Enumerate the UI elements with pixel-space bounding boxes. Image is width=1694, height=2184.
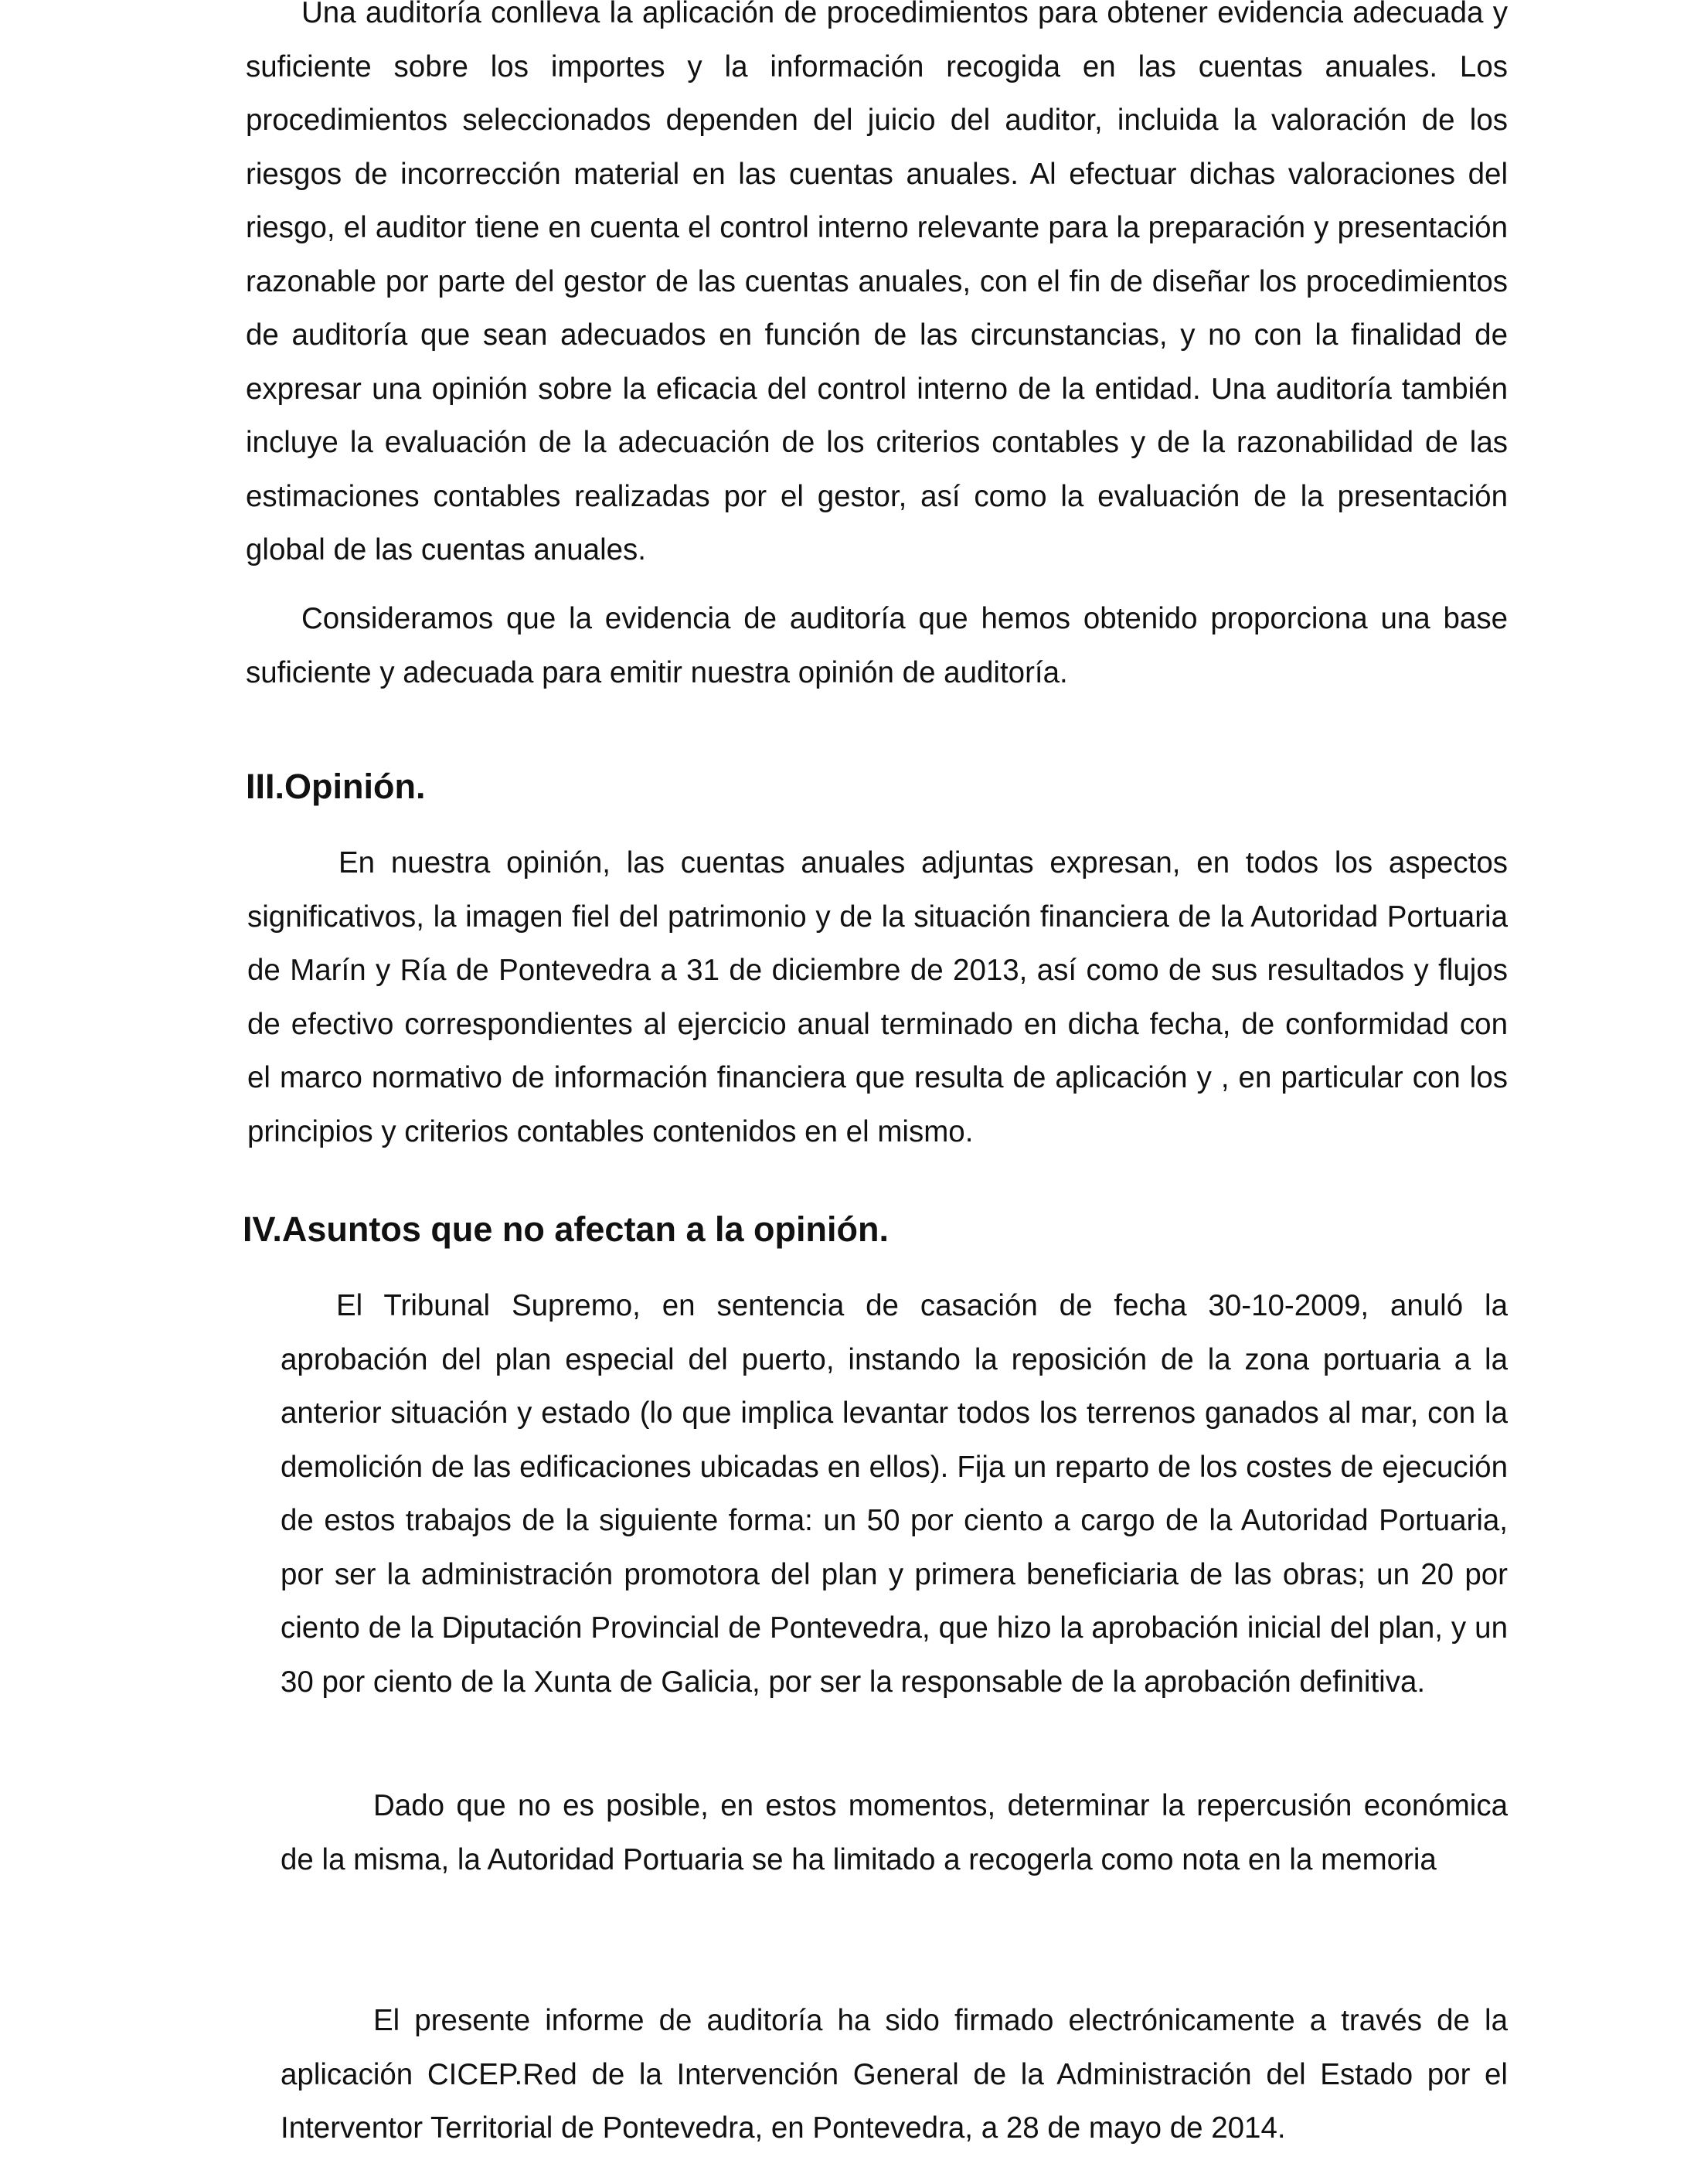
section-heading-opinion: III.Opinión. xyxy=(246,767,426,806)
section-heading-matters: IV.Asuntos que no afectan a la opinión. xyxy=(243,1209,889,1249)
paragraph-audit-procedures: Una auditoría conlleva la aplicación de procedimientos para obtener evidencia adecuada y suficiente sobre los importes y la información recogida en las cuentas anuales. Los procedimientos seleccionados dependen del juicio del auditor, incluida la valoración de los riesgos de incorrección material en las cuentas anuales. Al efectuar dichas valoraciones del riesgo, el auditor tiene en cuenta el control interno relevante para la preparación y presentación razonable por parte del gestor de las cuentas anuales, con el fin de diseñar los procedimientos de auditoría que sean adecuados en función de las circunstancias, y no con la finalidad de expresar una opinión sobre la eficacia del control interno de la entidad. Una auditoría también incluye la evaluación de la adecuación de los criterios contables y de la razonabilidad de las estimaciones contables realizadas por el gestor, así como la evaluación de la presentación global de las cuentas anuales. xyxy=(246,0,1508,566)
paragraph-audit-evidence: Consideramos que la evidencia de auditoría que hemos obtenido proporciona una base suficiente y adecuada para emitir nuestra opinión de auditoría. xyxy=(246,602,1508,689)
paragraph-supreme-court: El Tribunal Supremo, en sentencia de casación de fecha 30-10-2009, anuló la aprobación del plan especial del puerto, instando la reposición de la zona portuaria a la anterior situación y estado (lo que implica levantar todos los terrenos ganados al mar, con la demolición de las edificaciones ubicadas en ellos). Fija un reparto de los costes de ejecución de estos trabajos de la siguiente forma: un 50 por ciento a cargo de la Autoridad Portuaria, por ser la administración promotora del plan y primera beneficiaria de las obras; un 20 por ciento de la Diputación Provincial de Pontevedra, que hizo la aprobación inicial del plan, y un 30 por ciento de la Xunta de Galicia, por ser la responsable de la aprobación definitiva. xyxy=(281,1289,1508,1699)
paragraph-economic-impact: Dado que no es posible, en estos momentos, determinar la repercusión económica de la misma, la Autoridad Portuaria se ha limitado a recogerla como nota en la memoria xyxy=(281,1789,1508,1876)
paragraph-opinion: En nuestra opinión, las cuentas anuales adjuntas expresan, en todos los aspectos significativos, la imagen fiel del patrimonio y de la situación financiera de la Autoridad Portuaria de Marín y Ría de Pontevedra a 31 de diciembre de 2013, así como de sus resultados y flujos de efectivo correspondientes al ejercicio anual terminado en dicha fecha, de conformidad con el marco normativo de información financiera que resulta de aplicación y , en particular con los principios y criterios contables contenidos en el mismo. xyxy=(247,846,1508,1148)
paragraph-signature-statement: El presente informe de auditoría ha sido firmado electrónicamente a través de la aplicación CICEP.Red de la Intervención General de la Administración del Estado por el Interventor Territorial de Pontevedra, en Pontevedra, a 28 de mayo de 2014. xyxy=(281,2004,1508,2145)
